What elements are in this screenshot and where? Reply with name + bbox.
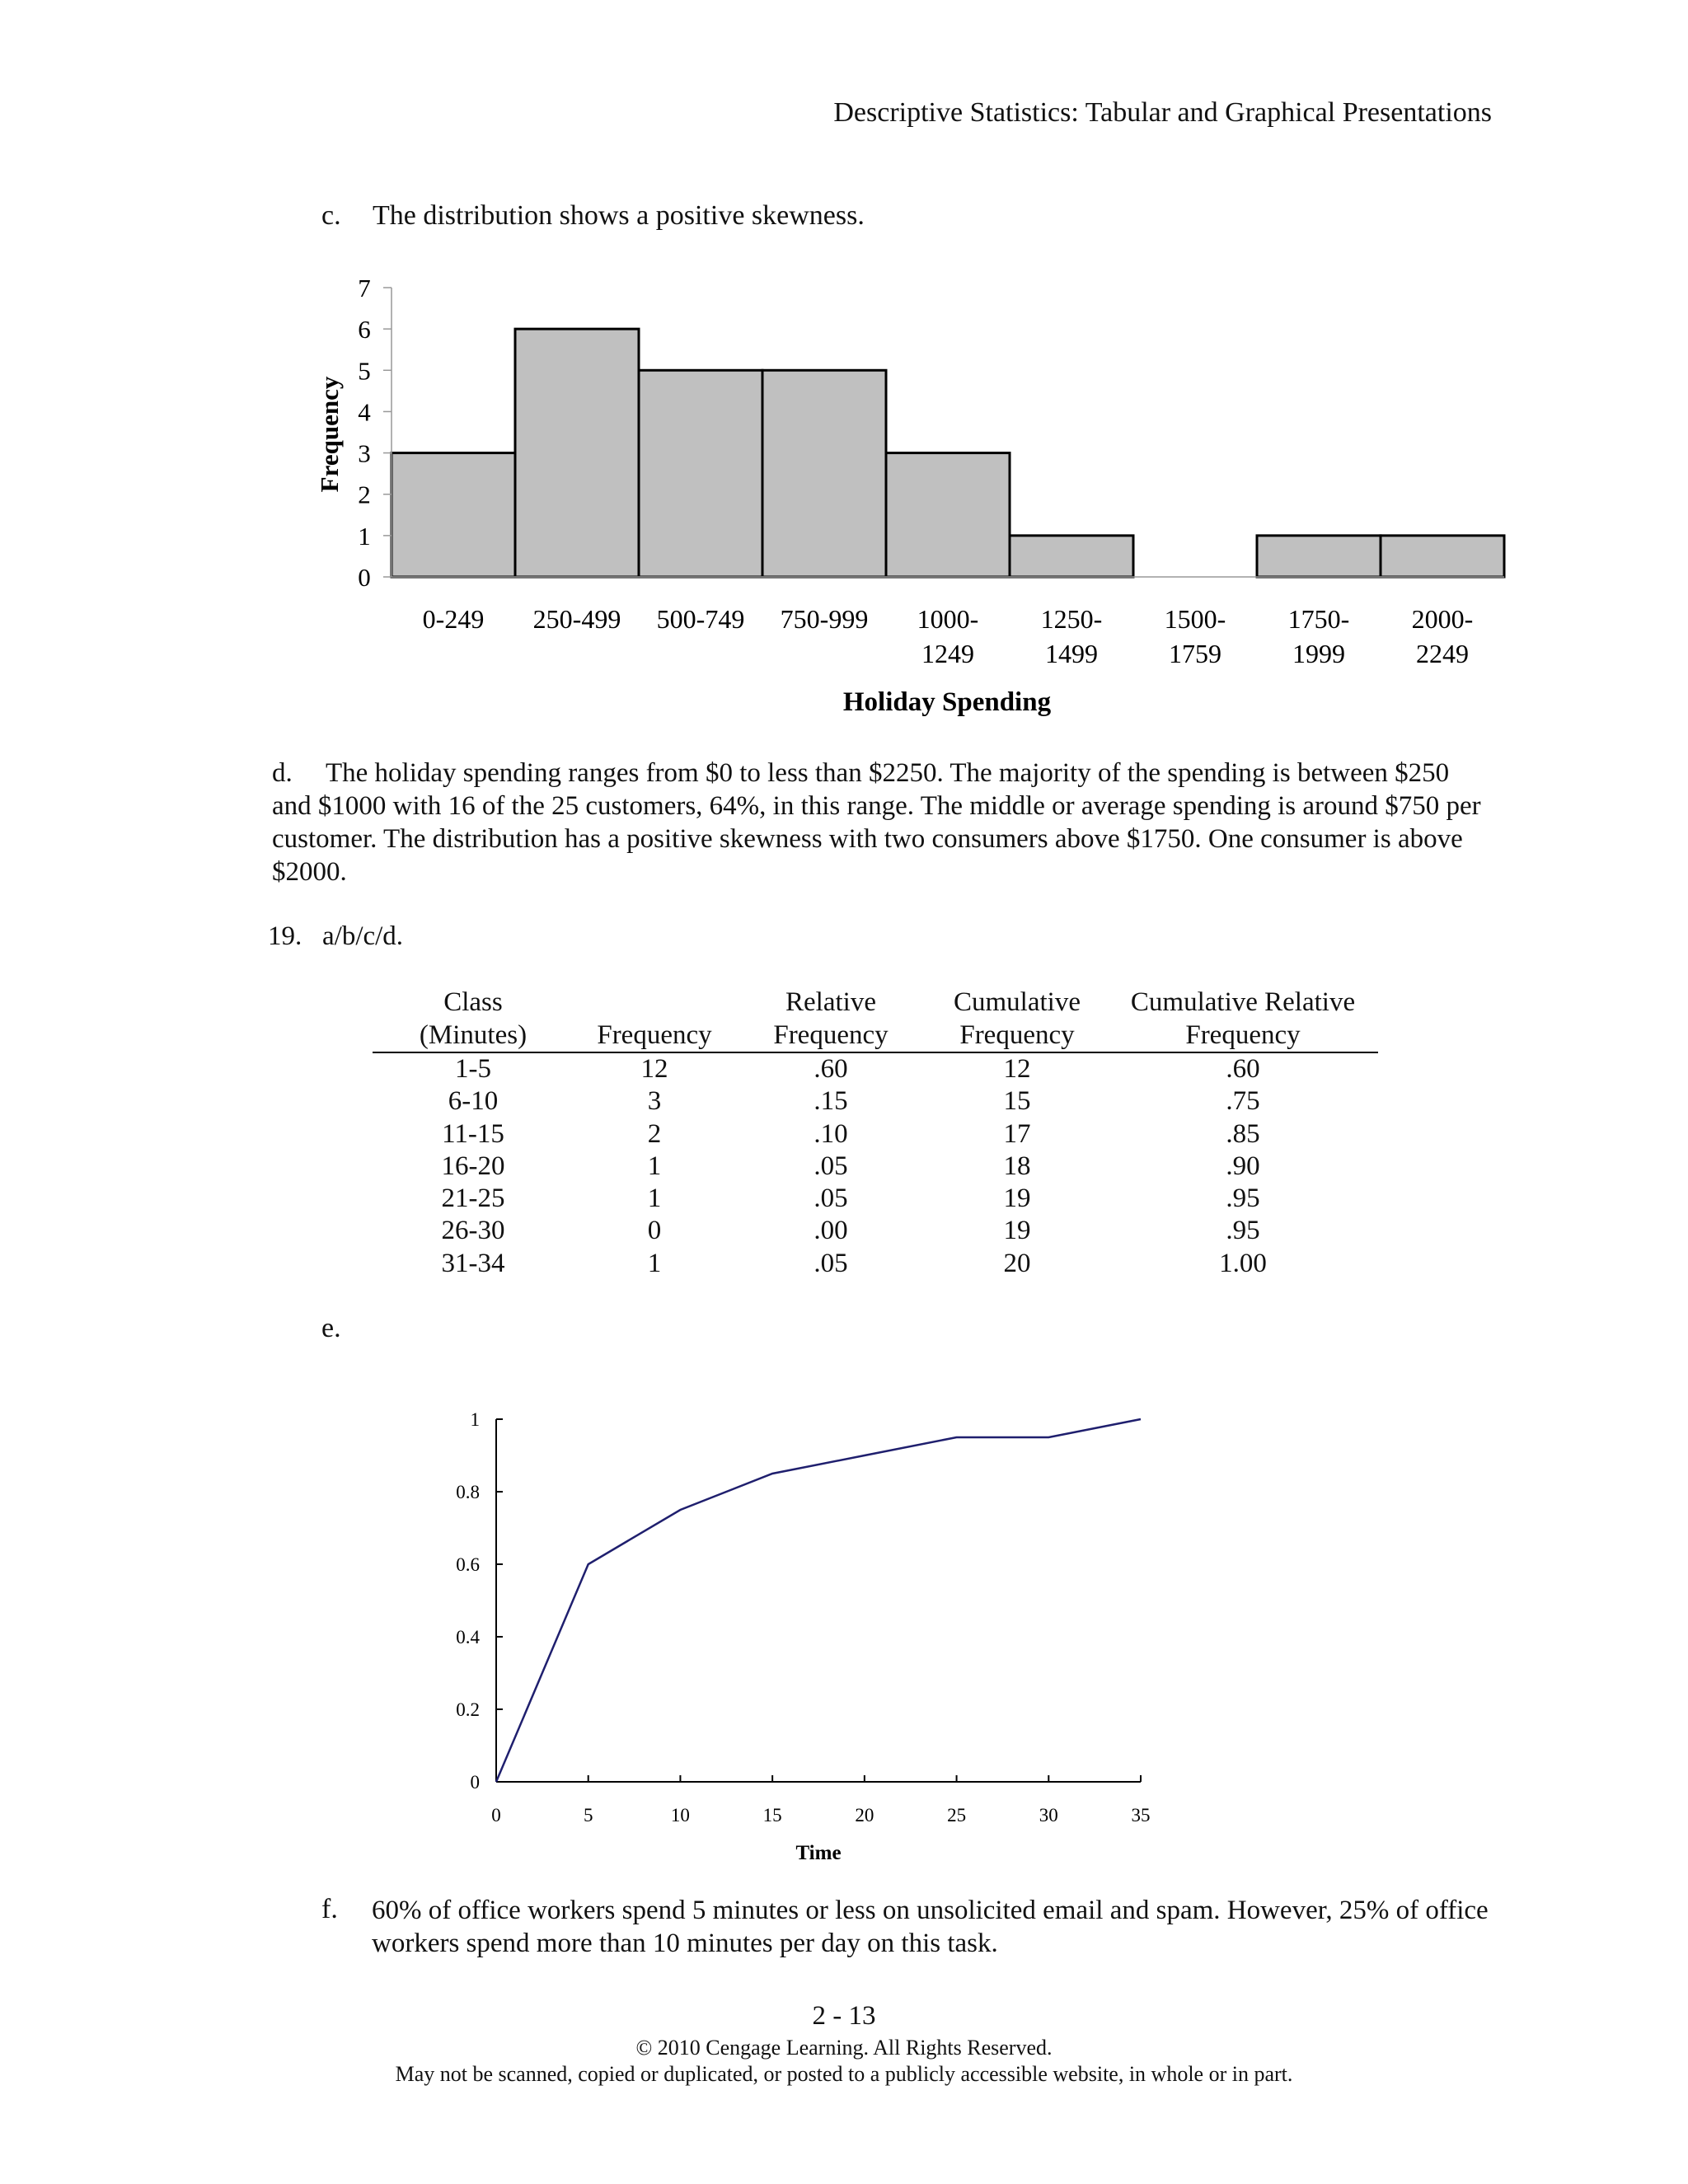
cell-cumulative-relative: .95 bbox=[1226, 1216, 1260, 1246]
header-frequency bbox=[574, 986, 735, 1019]
histogram-category-label: 250-499 bbox=[532, 604, 621, 634]
header-cumulative-relative: Cumulative Relative bbox=[1130, 987, 1356, 1017]
histogram-y-tick-label: 1 bbox=[358, 521, 371, 551]
ogive-x-tick-label: 0 bbox=[491, 1805, 501, 1825]
header-relative: Relative bbox=[785, 987, 876, 1017]
histogram-bar bbox=[762, 370, 886, 577]
histogram-bar bbox=[886, 453, 1010, 577]
histogram-category-label: 0-249 bbox=[422, 604, 485, 634]
ogive-x-tick-label: 35 bbox=[1131, 1805, 1151, 1825]
table-row bbox=[373, 1052, 1378, 1085]
cell-frequency: 2 bbox=[647, 1118, 662, 1149]
cell-frequency: 1 bbox=[647, 1248, 662, 1278]
header-relative-sub: Frequency bbox=[735, 1019, 926, 1052]
ogive-x-tick-label: 25 bbox=[947, 1805, 967, 1825]
problem-19-label: 19. a/b/c/d. bbox=[268, 921, 404, 951]
cell-class: 16-20 bbox=[441, 1151, 505, 1181]
holiday-spending-histogram bbox=[0, 0, 1688, 725]
ogive-x-tick-label: 10 bbox=[670, 1805, 690, 1825]
cell-relative: .60 bbox=[814, 1054, 848, 1084]
histogram-bar bbox=[1010, 536, 1133, 577]
ogive-series-line bbox=[496, 1419, 1141, 1782]
cell-class: 1-5 bbox=[455, 1054, 491, 1084]
histogram-category-label: 1750- bbox=[1287, 604, 1350, 634]
ogive-y-tick-label: 0.8 bbox=[456, 1482, 480, 1502]
ogive-y-tick-label: 0.2 bbox=[456, 1699, 480, 1720]
cell-cumulative: 19 bbox=[1003, 1183, 1031, 1214]
cell-cumulative-relative: .75 bbox=[1226, 1086, 1260, 1117]
cell-class: 6-10 bbox=[448, 1086, 499, 1117]
cell-relative: .15 bbox=[814, 1086, 848, 1117]
table-row bbox=[373, 1151, 1378, 1183]
histogram-category-label: 500-749 bbox=[656, 604, 745, 634]
histogram-bar bbox=[515, 329, 639, 577]
table-row bbox=[373, 1085, 1378, 1118]
page-number: 2 - 13 bbox=[812, 2001, 876, 2031]
histogram-category-label: 1500- bbox=[1164, 604, 1226, 634]
histogram-category-label: 1249 bbox=[921, 639, 974, 668]
part-d-text: The holiday spending ranges from $0 to less than $2250. The majority of the spending is between $250 and $1000 with 16 of the 25 customers, 64%, in this range. The middle or average spending is around $750 per customer. The distribution has a positive skewness with two consumers above $1750. One consumer is above $2000. bbox=[272, 758, 1481, 887]
histogram-category-label: 2000- bbox=[1411, 604, 1474, 634]
histogram-y-axis-label: Frequency bbox=[315, 376, 344, 493]
histogram-bar bbox=[392, 453, 515, 577]
histogram-y-tick-label: 7 bbox=[358, 274, 371, 302]
cell-class: 31-34 bbox=[441, 1248, 505, 1278]
histogram-bar bbox=[1381, 536, 1504, 577]
part-c-text: The distribution shows a positive skewness. bbox=[373, 200, 865, 231]
cell-frequency: 3 bbox=[647, 1086, 662, 1117]
table-row bbox=[373, 1118, 1378, 1151]
header-cumulative-sub: Frequency bbox=[926, 1019, 1108, 1052]
cell-frequency: 1 bbox=[647, 1183, 662, 1214]
histogram-bar bbox=[639, 370, 762, 577]
histogram-y-tick-label: 5 bbox=[358, 356, 371, 386]
cell-class: 21-25 bbox=[441, 1183, 505, 1214]
cell-cumulative-relative: .95 bbox=[1226, 1183, 1260, 1214]
header-class: Class bbox=[443, 987, 503, 1017]
header-frequency-sub: Frequency bbox=[574, 1019, 735, 1052]
histogram-y-tick-label: 3 bbox=[358, 438, 371, 468]
cell-cumulative-relative: .85 bbox=[1226, 1118, 1260, 1149]
histogram-x-axis-label: Holiday Spending bbox=[842, 687, 1052, 717]
cell-cumulative-relative: 1.00 bbox=[1219, 1248, 1267, 1278]
table-row bbox=[373, 1183, 1378, 1215]
histogram-category-label: 750-999 bbox=[780, 604, 869, 634]
running-header: Descriptive Statistics: Tabular and Graphical Presentations bbox=[833, 97, 1492, 128]
part-f-letter: f. bbox=[321, 1894, 338, 1924]
cell-frequency: 1 bbox=[647, 1151, 662, 1181]
frequency-table bbox=[373, 986, 1378, 1280]
cell-relative: .05 bbox=[814, 1248, 848, 1278]
ogive-x-tick-label: 15 bbox=[762, 1805, 782, 1825]
copyright-line: © 2010 Cengage Learning. All Rights Reserved. bbox=[635, 2036, 1053, 2060]
table-row bbox=[373, 1248, 1378, 1280]
cell-cumulative-relative: .60 bbox=[1226, 1054, 1260, 1084]
histogram-bar bbox=[1257, 536, 1381, 577]
ogive-x-tick-label: 20 bbox=[855, 1805, 874, 1825]
part-c-letter: c. bbox=[321, 200, 341, 231]
histogram-category-label: 1759 bbox=[1169, 639, 1221, 668]
cell-relative: .10 bbox=[814, 1118, 848, 1149]
histogram-category-label: 1000- bbox=[917, 604, 979, 634]
histogram-y-tick-label: 6 bbox=[358, 315, 371, 344]
cell-frequency: 0 bbox=[647, 1216, 662, 1246]
cell-cumulative: 17 bbox=[1003, 1118, 1031, 1149]
histogram-y-tick-label: 0 bbox=[358, 563, 371, 592]
ogive-x-tick-label: 5 bbox=[583, 1805, 593, 1825]
cell-relative: .05 bbox=[814, 1151, 848, 1181]
cell-cumulative: 18 bbox=[1003, 1151, 1031, 1181]
part-d-paragraph bbox=[272, 757, 1492, 888]
part-e-letter: e. bbox=[321, 1313, 341, 1343]
cell-cumulative-relative: .90 bbox=[1226, 1151, 1260, 1181]
table-row bbox=[373, 1215, 1378, 1247]
ogive-y-tick-label: 1 bbox=[470, 1409, 480, 1430]
header-class-sub: (Minutes) bbox=[373, 1019, 574, 1052]
cell-cumulative: 15 bbox=[1003, 1086, 1031, 1117]
cell-cumulative: 20 bbox=[1003, 1248, 1031, 1278]
table-header-row bbox=[373, 1019, 1378, 1052]
usage-notice: May not be scanned, copied or duplicated, or posted to a publicly accessible website, in whole or in part. bbox=[395, 2062, 1293, 2086]
ogive-y-tick-label: 0.6 bbox=[456, 1554, 480, 1575]
ogive-x-axis-label: Time bbox=[795, 1842, 842, 1864]
histogram-category-label: 1999 bbox=[1292, 639, 1345, 668]
cell-cumulative: 19 bbox=[1003, 1216, 1031, 1246]
histogram-category-label: 1250- bbox=[1040, 604, 1103, 634]
header-cumulative: Cumulative bbox=[954, 987, 1081, 1017]
ogive-y-tick-label: 0 bbox=[470, 1772, 480, 1793]
histogram-category-label: 1499 bbox=[1045, 639, 1098, 668]
ogive-y-tick-label: 0.4 bbox=[456, 1627, 480, 1647]
header-cumulative-relative-sub: Frequency bbox=[1108, 1019, 1378, 1052]
part-d-letter: d. bbox=[272, 758, 293, 788]
cell-cumulative: 12 bbox=[1003, 1054, 1031, 1084]
part-f-text: 60% of office workers spend 5 minutes or less on unsolicited email and spam. However, 25% of office workers spend more than 10 minutes per day on this task. bbox=[372, 1896, 1489, 1958]
cell-relative: .00 bbox=[814, 1216, 848, 1246]
cell-frequency: 12 bbox=[640, 1054, 668, 1084]
histogram-category-label: 2249 bbox=[1416, 639, 1469, 668]
histogram-y-tick-label: 4 bbox=[358, 397, 371, 427]
cell-class: 11-15 bbox=[442, 1118, 504, 1149]
cell-class: 26-30 bbox=[441, 1216, 505, 1246]
cell-relative: .05 bbox=[814, 1183, 848, 1214]
cumulative-relative-frequency-ogive bbox=[0, 1385, 1688, 1879]
table-header-row bbox=[373, 986, 1378, 1019]
histogram-y-tick-label: 2 bbox=[358, 480, 371, 509]
ogive-x-tick-label: 30 bbox=[1039, 1805, 1058, 1825]
